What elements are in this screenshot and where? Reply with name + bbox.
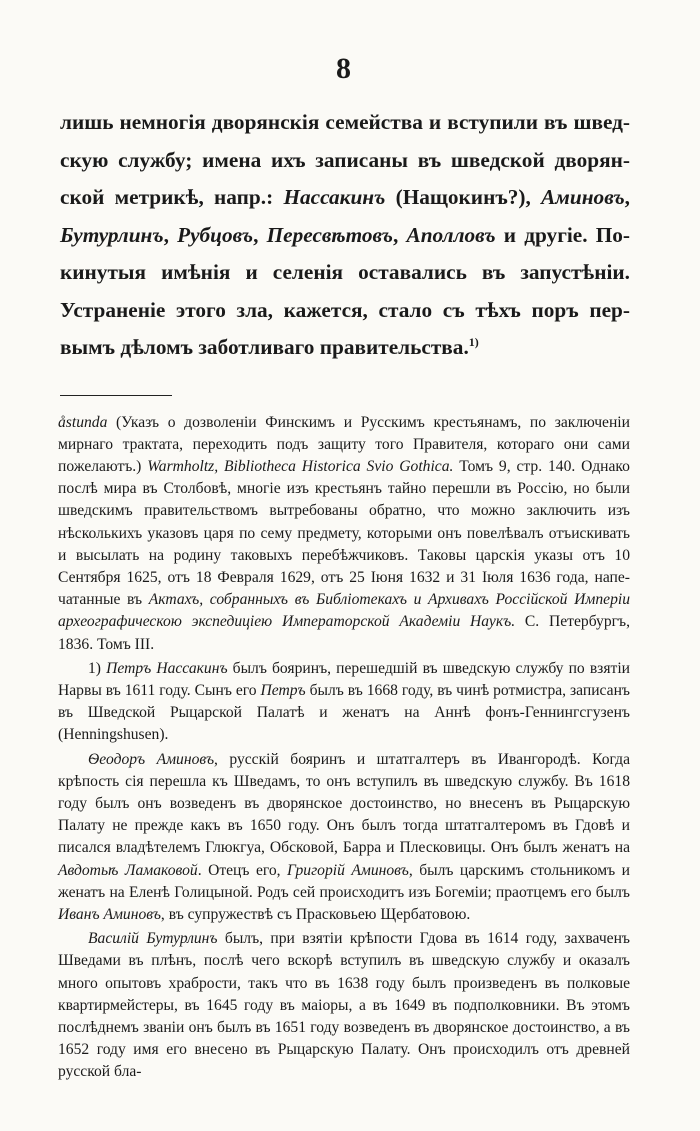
name-peresvetov: Пересвѣтовъ <box>266 222 394 247</box>
name-rubtsov: Рубцовъ <box>177 222 254 247</box>
main-paragraph <box>58 104 630 367</box>
fn-text: былъ въ 1668 году, въ чинѣ ротмистра, записанъ въ Шведской Рыцарской Палатѣ и женатъ на Аннѣ фонъ-Геннингсгузенъ (Henningshusen). <box>58 681 630 744</box>
fn-text: , въ супружествѣ съ Прасковьею Щербатовою. <box>160 905 471 923</box>
fn-text: Томъ 9, стр. 140. Однако послѣ мира въ Столбовѣ, многіе изъ крестьянъ тайно перешли въ Россію, но были шведскимъ правительствомъ вытребованы обратно, что можно заключить изъ нѣсколькихъ указовъ царя по сему предмету, которыми онъ повелѣвалъ отъискивать и высылать на родину таковыхъ перебѣжчиковъ. Таковы царскія указы отъ 10 Сентября 1625, отъ 18 Февраля 1629, отъ 25 Іюня 1632 и 31 Іюля 1636 года, напечатанные въ <box>58 457 630 609</box>
fn-name: Василій Бутурлинъ <box>88 930 218 948</box>
fn-name: Авдотьѣ Ламаковой <box>58 861 198 879</box>
footnotes <box>58 412 630 1084</box>
fn-text: былъ, при взятіи крѣпости Гдова въ 1614 году, захваченъ Шведами въ плѣнъ, послѣ чего вскорѣ вступилъ въ шведскую службу и оказалъ много опытовъ храбрости, такъ что въ 1638 году былъ произведенъ въ полковые квартирмейстеры, въ 1645 году въ маіоры, а въ 1649 въ подполковники. Въ этомъ послѣднемъ званіи онъ былъ въ 1651 году возведенъ въ дворянское достоинство, а въ 1652 году имя его внесено въ Рыцарскую Палату. Онъ происходилъ отъ древней русской бла- <box>58 930 631 1081</box>
main-text-7: и другіе. Покинутыя имѣнія и селенія оставались въ запустѣніи. Устраненіе этого зла, кажется, стало съ тѣхъ поръ первымъ дѣломъ заботливаго правительства. <box>60 222 631 359</box>
footnote-aminov <box>58 749 630 927</box>
fn-text: (Указъ о дозволеніи Финскимъ и Русскимъ крестьянамъ, по заключеніи мирнаго трактата, переходить подъ защиту того Правителя, котораго они сами пожелаютъ.) <box>58 413 630 475</box>
fn-name: Ѳеодоръ Аминовъ <box>88 750 215 768</box>
fn-number: 1) <box>88 659 107 677</box>
main-text-6: , <box>393 222 407 247</box>
fn-name: Петръ Нассакинъ <box>106 659 228 677</box>
name-aminov: Аминовъ <box>541 185 625 209</box>
main-text-2: (Нащокинъ?), <box>385 185 542 209</box>
fn-text: С. Петербургъ, 1836. Томъ III. <box>58 613 630 653</box>
fn-citation: Актахъ, собранныхъ въ Библіотекахъ и Архивахъ Россійской Имперіи археографическою экспедиціею Императорской Академіи Наукъ. <box>58 591 630 631</box>
fn-name: Григорій Аминовъ <box>287 861 409 879</box>
main-text-1: лишь немногія дворянскія семейства и вступили въ шведскую службу; имена ихъ записаны въ шведской дворянской метрикѣ, напр.: <box>60 110 630 209</box>
footnote-mark: 1) <box>468 334 479 349</box>
footnote-divider <box>60 395 172 396</box>
footnote-1 <box>58 658 630 747</box>
page-number: 8 <box>336 52 352 85</box>
fn-term: åstunda <box>58 413 108 431</box>
name-apollov: Аполловъ <box>406 222 496 247</box>
fn-name: Петръ <box>260 681 306 699</box>
fn-name: Иванъ Аминовъ <box>58 905 161 923</box>
footnote-buturlin <box>58 928 630 1083</box>
footnote-continued <box>58 412 630 656</box>
fn-text: . Отецъ его, <box>197 861 288 879</box>
main-text-4: , <box>163 222 178 247</box>
main-text-5: , <box>253 222 267 247</box>
fn-text: , русскій бояринъ и штатгалтеръ въ Ивангородѣ. Когда крѣпость сія перешла къ Шведамъ, то онъ вступилъ въ шведскую службу. Въ 1618 году былъ онъ возведенъ въ дворянское достоинство, но внесенъ въ Рыцарскую Палату не прежде какъ въ 1650 году. Онъ былъ тогда штатгалтеромъ въ Гдовѣ и писался владѣтелемъ Глюкгуа, Обсковой, Барра и Плесковицы. Онъ былъ женатъ на <box>58 750 630 857</box>
name-nassakin: Нассакинъ <box>283 185 386 209</box>
name-buturlin: Бутурлинъ <box>60 222 164 247</box>
fn-citation: Warmholtz, Bibliotheca Historica Svio Gothica. <box>147 457 454 475</box>
fn-text: былъ бояринъ, перешедшій въ шведскую службу по взятіи Нарвы въ 1611 году. Сынъ его <box>58 659 631 699</box>
main-text-3: , <box>624 185 630 209</box>
fn-text: , былъ царскимъ стольникомъ и женатъ на Еленѣ Голицыной. Родъ сей происходитъ изъ Богеміи; праотцемъ его былъ <box>58 861 630 901</box>
